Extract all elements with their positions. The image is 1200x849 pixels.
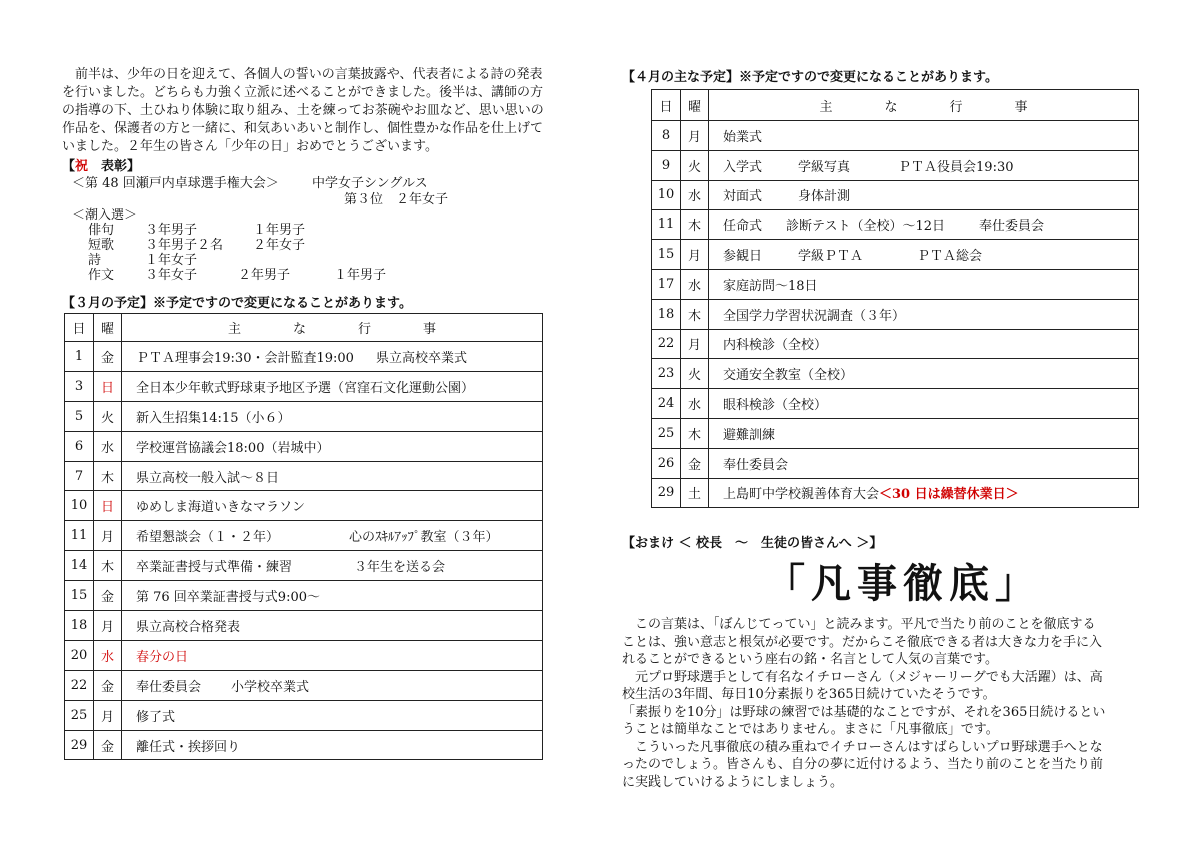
event-item: 身体計測 xyxy=(798,189,851,205)
event-item: 眼科検診（全校） xyxy=(723,398,828,414)
row-day: 29 xyxy=(652,478,681,508)
row-day: 26 xyxy=(652,448,681,478)
table-row xyxy=(652,448,1139,478)
award-row: 短歌 xyxy=(88,238,115,253)
row-day: 6 xyxy=(65,431,94,461)
award-row-a: ３年男子２名 xyxy=(145,238,224,253)
table-header-row xyxy=(65,314,543,342)
row-day: 18 xyxy=(65,611,94,641)
row-weekday: 火 xyxy=(681,150,709,180)
row-event xyxy=(709,359,1139,389)
row-weekday: 金 xyxy=(94,581,122,611)
event-item: 入学式 xyxy=(723,159,763,175)
event-item: 希望懇談会（１・２年） xyxy=(136,530,280,546)
row-day: 10 xyxy=(652,180,681,210)
event-item: 卒業証書授与式準備・練習 xyxy=(136,560,293,576)
row-event xyxy=(709,240,1139,270)
row-event xyxy=(122,491,543,521)
event-item: ゆめしま海道いきなマラソン xyxy=(136,500,306,516)
award-row-a: ３年女子 xyxy=(145,268,198,283)
event-item: 診断テスト（全校）～12日 xyxy=(786,219,946,235)
omake-body xyxy=(622,616,1142,791)
tournament-result: 第３位 ２年女子 xyxy=(344,192,449,207)
table-row xyxy=(65,461,543,491)
row-day: 25 xyxy=(65,700,94,730)
award-row-b: ２年男子 xyxy=(238,268,291,283)
row-day: 11 xyxy=(65,521,94,551)
row-weekday: 月 xyxy=(681,329,709,359)
event-item: 奉仕委員会 xyxy=(136,679,202,695)
row-weekday: 金 xyxy=(94,730,122,760)
award-row: 作文 xyxy=(88,268,115,283)
row-event xyxy=(122,461,543,491)
row-weekday: 土 xyxy=(681,478,709,508)
row-event xyxy=(709,121,1139,151)
event-item: 離任式・挨拶回り xyxy=(136,739,241,755)
event-item: 新入生招集14:15（小６） xyxy=(136,410,291,426)
row-event xyxy=(122,700,543,730)
event-item: 内科検診（全校） xyxy=(723,338,828,354)
table-row xyxy=(652,269,1139,299)
event-item: 任命式 xyxy=(723,219,763,235)
award-row-a: １年女子 xyxy=(145,253,198,268)
row-event xyxy=(122,640,543,670)
omake-line: れることができるという座右の銘・名言として人気の言葉です。 xyxy=(622,652,998,667)
event-item: 対面式 xyxy=(723,189,763,205)
row-event xyxy=(122,431,543,461)
row-event xyxy=(122,551,543,581)
row-day: 7 xyxy=(65,461,94,491)
row-weekday: 金 xyxy=(681,448,709,478)
row-weekday: 月 xyxy=(94,521,122,551)
row-day: 15 xyxy=(65,581,94,611)
april-schedule-table xyxy=(651,89,1139,508)
row-weekday: 木 xyxy=(681,210,709,240)
row-weekday: 木 xyxy=(94,551,122,581)
row-weekday: 金 xyxy=(94,342,122,372)
row-event xyxy=(709,329,1139,359)
table-header-row xyxy=(652,90,1139,121)
event-item: 第 76 回卒業証書授与式9:00～ xyxy=(136,590,320,606)
omake-line: この言葉は、「ぼんじてってい」と読みます。平凡で当たり前のことを徹底する xyxy=(622,617,1096,632)
row-weekday: 木 xyxy=(681,418,709,448)
table-row xyxy=(65,521,543,551)
event-item: ＰＴＡ理事会19:30・会計監査19:00 xyxy=(136,350,354,366)
row-day: 14 xyxy=(65,551,94,581)
row-day: 22 xyxy=(652,329,681,359)
table-row xyxy=(652,240,1139,270)
celebrate-mark: 祝 xyxy=(75,159,89,174)
table-row xyxy=(65,431,543,461)
row-day: 3 xyxy=(65,371,94,401)
event-item: 参観日 xyxy=(723,249,763,265)
big-title: 「凡事徹底」 xyxy=(765,560,1041,607)
intro-line: を行いました。どちらも力強く立派に述べることができました。後半は、講師の方 xyxy=(62,85,544,100)
event-item: 避難訓練 xyxy=(723,427,776,443)
row-event xyxy=(122,521,543,551)
row-event xyxy=(709,150,1139,180)
row-event xyxy=(122,371,543,401)
row-weekday: 火 xyxy=(94,401,122,431)
header-event: 主 な 行 事 xyxy=(122,314,543,342)
event-item: 始業式 xyxy=(723,129,763,145)
event-item: ３年生を送る会 xyxy=(354,560,446,576)
table-row xyxy=(652,478,1139,508)
row-weekday: 木 xyxy=(681,299,709,329)
omake-line: 校生活の3年間、毎日10分素振りを365日続けていたそうです。 xyxy=(622,687,996,702)
event-item: 学級ＰＴＡ xyxy=(798,249,864,265)
event-item: 学級写真 xyxy=(798,159,851,175)
award-row-b: ２年女子 xyxy=(253,238,306,253)
event-item: 学校運営協議会18:00（岩城中） xyxy=(136,440,330,456)
event-item: 交通安全教室（全校） xyxy=(723,368,854,384)
intro-line: 作品を、保護者の方と一緒に、和気あいあいと制作し、個性豊かな作品を仕上げて xyxy=(62,121,544,136)
table-row xyxy=(652,180,1139,210)
header-day: 日 xyxy=(652,90,681,121)
table-row xyxy=(65,371,543,401)
omake-line: こういった凡事徹底の積み重ねでイチローさんはすばらしいプロ野球選手へとな xyxy=(622,739,1103,755)
intro-line: 前半は、少年の日を迎えて、各個人の誓いの言葉披露や、代表者による詩の発表 xyxy=(62,67,543,82)
award-row: 俳句 xyxy=(88,223,115,238)
row-weekday: 月 xyxy=(94,700,122,730)
table-row xyxy=(652,389,1139,419)
row-weekday: 水 xyxy=(94,640,122,670)
event-item: 修了式 xyxy=(136,709,176,725)
table-row xyxy=(652,418,1139,448)
row-weekday: 日 xyxy=(94,371,122,401)
omake-line: 「素振りを10分」は野球の練習では基礎的なことですが、それを365日続けるとい xyxy=(622,704,1106,720)
row-event xyxy=(709,418,1139,448)
event-item: ＰＴＡ役員会19:30 xyxy=(898,159,1014,175)
row-day: 24 xyxy=(652,389,681,419)
row-day: 8 xyxy=(652,121,681,151)
header-event: 主 な 行 事 xyxy=(709,90,1139,121)
table-row xyxy=(652,121,1139,151)
intro-paragraph xyxy=(62,66,582,156)
event-item: ＰＴＡ総会 xyxy=(917,249,983,265)
row-event xyxy=(709,389,1139,419)
event-item: 奉仕委員会 xyxy=(723,457,789,473)
row-day: 1 xyxy=(65,342,94,372)
table-row xyxy=(65,670,543,700)
event-item: 県立高校合格発表 xyxy=(136,619,241,635)
row-day: 25 xyxy=(652,418,681,448)
table-row xyxy=(652,210,1139,240)
row-event xyxy=(709,448,1139,478)
table-row xyxy=(652,299,1139,329)
row-day: 29 xyxy=(65,730,94,760)
row-day: 23 xyxy=(652,359,681,389)
row-weekday: 金 xyxy=(94,670,122,700)
event-item: 奉仕委員会 xyxy=(979,219,1045,235)
row-event xyxy=(122,581,543,611)
table-row xyxy=(65,611,543,641)
row-day: 18 xyxy=(652,299,681,329)
event-item: 家庭訪問～18日 xyxy=(723,278,818,294)
row-event xyxy=(709,269,1139,299)
row-weekday: 日 xyxy=(94,491,122,521)
row-event xyxy=(122,670,543,700)
event-item: 県立高校卒業式 xyxy=(375,350,467,366)
row-event xyxy=(122,730,543,760)
row-event xyxy=(709,478,1139,508)
event-item: 上島町中学校親善体育大会 xyxy=(723,487,880,503)
row-weekday: 月 xyxy=(681,240,709,270)
row-event xyxy=(122,401,543,431)
row-weekday: 水 xyxy=(681,180,709,210)
row-weekday: 月 xyxy=(681,121,709,151)
row-day: 5 xyxy=(65,401,94,431)
header-dow: 曜 xyxy=(681,90,709,121)
row-weekday: 水 xyxy=(681,389,709,419)
omake-line: に実践していけるようにしましょう。 xyxy=(622,774,844,790)
row-event xyxy=(709,210,1139,240)
tournament-event: 中学女子シングルス xyxy=(312,176,428,191)
row-day: 11 xyxy=(652,210,681,240)
header-dow: 曜 xyxy=(94,314,122,342)
intro-line: いました。２年生の皆さん「少年の日」おめでとうございます。 xyxy=(62,139,438,154)
row-weekday: 水 xyxy=(681,269,709,299)
row-day: 9 xyxy=(652,150,681,180)
row-weekday: 水 xyxy=(94,431,122,461)
omake-line: 元プロ野球選手として有名なイチローさん（メジャーリーグでも大活躍）は、高 xyxy=(622,669,1103,685)
row-weekday: 月 xyxy=(94,611,122,641)
row-day: 22 xyxy=(65,670,94,700)
table-row xyxy=(65,730,543,760)
table-row xyxy=(65,551,543,581)
awards-heading: 【祝 表彰】 xyxy=(62,159,141,174)
event-item: 全日本少年軟式野球東予地区予選（宮窪石文化運動公園） xyxy=(136,380,475,396)
event-item: 県立高校一般入試～８日 xyxy=(136,470,280,486)
nyusen-label: ＜潮入選＞ xyxy=(72,208,138,223)
table-row xyxy=(65,401,543,431)
award-row-c: １年男子 xyxy=(334,268,387,283)
row-day: 15 xyxy=(652,240,681,270)
omake-line: ったのでしょう。皆さんも、自分の夢に近付けるよう、当たり前のことを当たり前 xyxy=(622,757,1104,772)
march-schedule-table xyxy=(64,313,543,760)
event-item: 小学校卒業式 xyxy=(231,679,310,695)
row-event xyxy=(709,299,1139,329)
omake-line: ことは、強い意志と根気が必要です。だからこそ徹底できる者は大きな力を手に入 xyxy=(622,634,1102,650)
event-item: 春分の日 xyxy=(136,649,189,665)
row-day: 10 xyxy=(65,491,94,521)
event-item: 全国学力学習状況調査（３年） xyxy=(723,308,906,324)
row-day: 17 xyxy=(652,269,681,299)
table-row xyxy=(65,700,543,730)
row-event xyxy=(122,342,543,372)
omake-line: うことは簡単なことではありません。まさに「凡事徹底」です。 xyxy=(622,722,999,737)
event-item: 心のｽｷﾙｱｯﾌﾟ教室（３年） xyxy=(349,530,499,546)
march-title: 【３月の予定】※予定ですので変更になることがあります。 xyxy=(62,296,412,311)
row-day: 20 xyxy=(65,640,94,670)
row-event xyxy=(709,180,1139,210)
award-row: 詩 xyxy=(88,253,102,268)
omake-heading: 【おまけ ＜ 校長 ～ 生徒の皆さんへ ＞】 xyxy=(622,536,883,551)
table-row xyxy=(65,491,543,521)
row-event xyxy=(122,611,543,641)
row-weekday: 木 xyxy=(94,461,122,491)
april-title: 【４月の主な予定】※予定ですので変更になることがあります。 xyxy=(622,70,998,85)
header-day: 日 xyxy=(65,314,94,342)
intro-line: の指導の下、土ひねり体験に取り組み、土を練ってお茶碗やお皿など、思い思いの xyxy=(62,103,544,118)
table-row xyxy=(65,640,543,670)
table-row xyxy=(65,342,543,372)
award-row-b: １年男子 xyxy=(253,223,306,238)
row-weekday: 火 xyxy=(681,359,709,389)
holiday-note: ＜30 日は繰替休業日＞ xyxy=(879,487,1019,503)
table-row xyxy=(652,329,1139,359)
table-row xyxy=(652,150,1139,180)
table-row xyxy=(652,359,1139,389)
table-row xyxy=(65,581,543,611)
tournament-name: ＜第 48 回瀬戸内卓球選手権大会＞ xyxy=(72,176,279,191)
award-row-a: ３年男子 xyxy=(145,223,198,238)
